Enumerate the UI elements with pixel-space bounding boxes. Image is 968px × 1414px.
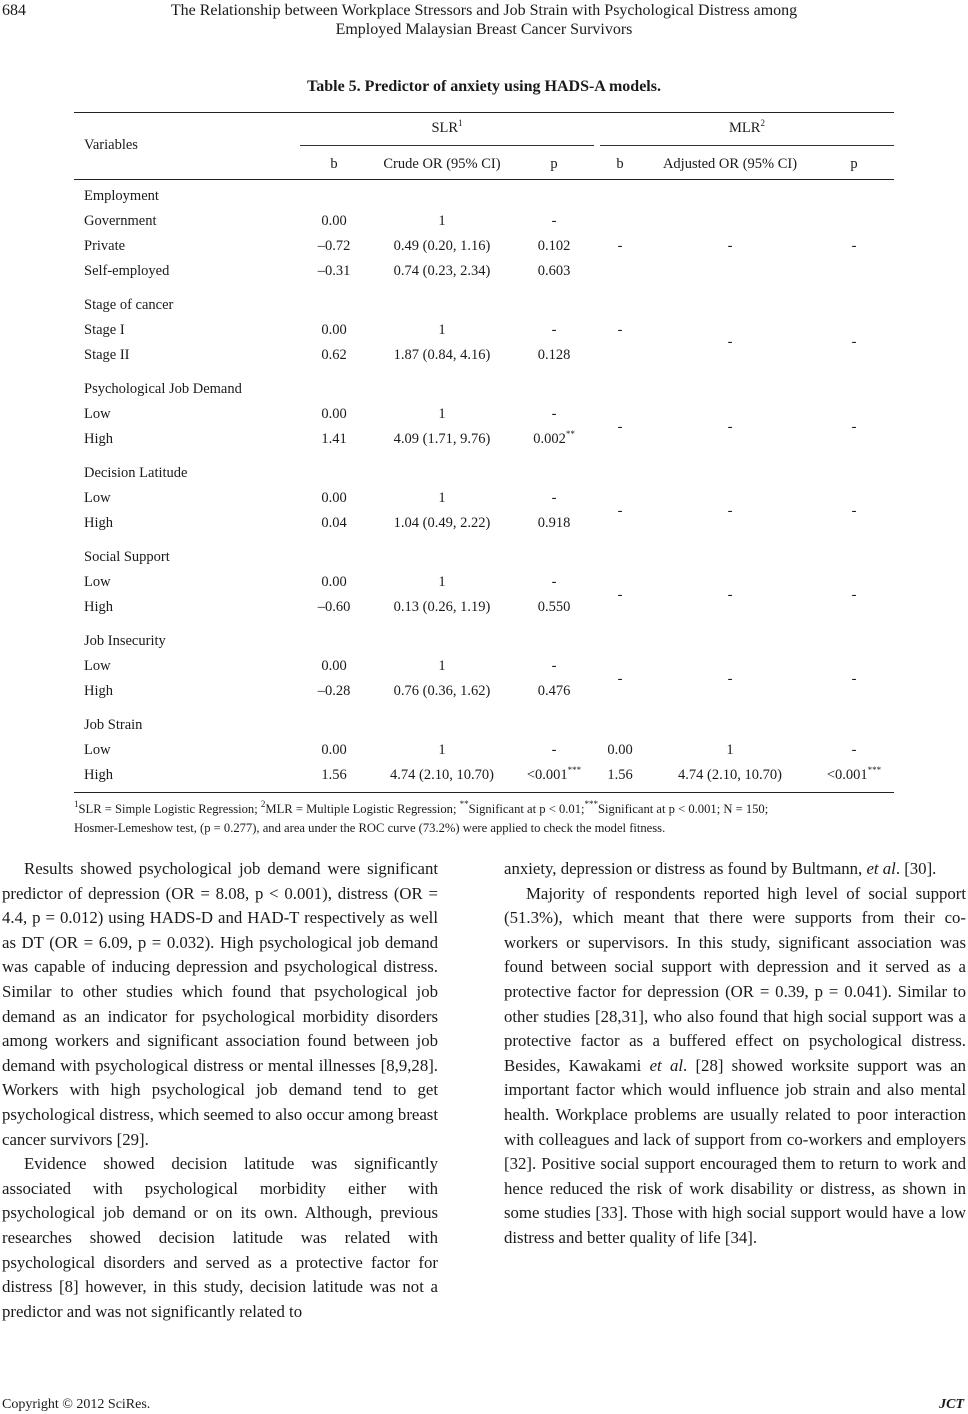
header-b-slr: b xyxy=(330,156,338,172)
cell-p: 0.918 xyxy=(537,515,571,531)
cell-or: 4.74 (2.10, 10.70) xyxy=(390,767,494,783)
page-number: 684 xyxy=(2,2,26,19)
cell-or-mlr: - xyxy=(727,587,733,603)
cell-or: 1.04 (0.49, 2.22) xyxy=(393,515,491,531)
cell-or-mlr: 1 xyxy=(726,742,734,758)
section-label: Job Strain xyxy=(84,717,143,733)
cell-p: - xyxy=(551,658,557,674)
row-label: High xyxy=(84,515,113,531)
slr-group-rule xyxy=(300,145,594,146)
cell-or: 1 xyxy=(438,213,446,229)
cell-b-mlr: 1.56 xyxy=(607,767,633,783)
body-right-column xyxy=(504,857,966,1251)
table-header-rule xyxy=(74,179,894,180)
copyright: Copyright © 2012 SciRes. xyxy=(2,1397,151,1412)
paragraph: Majority of respondents reported high level of social support (51.3%), which meant that there were supports from their co-workers or supervisors. In this study, significant association was found between social support with depression and it served as a protective factor for depression (OR = 0.39, p = 0.041). Similar to other studies [28,31], who also found that high social support was a protective factor as a buffered effect on psychological distress. Besides, Kawakami et al. [28] showed worksite support was an important factor which would influence job strain and also mental health. Workplace problems are usually related to poor interaction with colleagues and lack of support from co-workers and employers [32]. Positive social support encouraged them to return to work and hence reduced the risk of work disability or distress, as shown in some studies [33]. Those with high social support would have a low distress and better quality of life [34]. xyxy=(504,883,967,1247)
header-p-slr: p xyxy=(550,156,558,172)
cell-p-mlr: - xyxy=(851,503,857,519)
cell-b: –0.31 xyxy=(317,263,351,279)
section-label: Psychological Job Demand xyxy=(84,381,242,397)
cell-b: 0.00 xyxy=(321,322,347,338)
cell-or-mlr: - xyxy=(727,238,733,254)
table-caption: Table 5. Predictor of anxiety using HADS-A models. xyxy=(307,78,661,95)
section-label: Job Insecurity xyxy=(84,633,166,649)
row-label: Low xyxy=(84,406,111,422)
cell-b-mlr: - xyxy=(617,419,623,435)
cell-p-mlr: - xyxy=(851,587,857,603)
cell-b-mlr: - xyxy=(617,322,623,338)
header-crude-or: Crude OR (95% CI) xyxy=(383,156,501,172)
row-label: Stage II xyxy=(84,347,130,363)
row-label: High xyxy=(84,599,113,615)
header-b-mlr: b xyxy=(616,156,624,172)
cell-b-mlr: - xyxy=(617,671,623,687)
cell-or: 0.74 (0.23, 2.34) xyxy=(393,263,491,279)
cell-p: - xyxy=(551,574,557,590)
cell-p: <0.001*** xyxy=(526,765,582,783)
table-footnote xyxy=(74,800,904,838)
cell-p: 0.002** xyxy=(533,429,575,447)
header-p-mlr: p xyxy=(850,156,858,172)
cell-or: 1 xyxy=(438,574,446,590)
cell-b: 0.00 xyxy=(321,406,347,422)
row-label: Government xyxy=(84,213,157,229)
cell-p-mlr: - xyxy=(851,671,857,687)
cell-p-mlr: - xyxy=(851,238,857,254)
cell-b: –0.72 xyxy=(317,238,351,254)
row-label: Low xyxy=(84,658,111,674)
cell-or: 0.13 (0.26, 1.19) xyxy=(393,599,491,615)
cell-b: –0.60 xyxy=(317,599,351,615)
table-top-rule xyxy=(74,112,894,113)
cell-p: - xyxy=(551,322,557,338)
running-title-line2: Employed Malaysian Breast Cancer Survivors xyxy=(335,21,633,38)
paragraph: Results showed psychological job demand were significant predictor of depression (OR = 8.08, p < 0.001), distress (OR = 4.4, p = 0.012) using HADS-D and HAD-T respectively as well as DT (OR = 6.09, p = 0.032). High psychological job demand was capable of inducing depression and psychological distress. Similar to other studies which found that psychological job demand as an indicator for psychological morbidity disorders among workers and significant association found between job demand with psychological distress or mental illnesses [8,9,28]. Workers with high psychological job demand tend to get psychological distress, which seemed to also occur among breast cancer survivors [29]. xyxy=(2,859,438,1149)
row-label: High xyxy=(84,431,113,447)
cell-p: 0.102 xyxy=(537,238,571,254)
paragraph: Evidence showed decision latitude was significantly associated with psychological morbidity either with psychological job demand or on its own. Although, previous researches showed decision latitude was related with psychological disorders and served as a protective factor for distress [8] however, in this study, decision latitude was not a predictor and was not significantly related to xyxy=(2,1154,438,1321)
header-slr: SLR$^1$ xyxy=(431,118,463,136)
cell-b-mlr: 0.00 xyxy=(607,742,633,758)
header-adjusted-or: Adjusted OR (95% CI) xyxy=(662,156,798,172)
row-label: Self-employed xyxy=(84,263,170,279)
cell-b: 0.04 xyxy=(321,515,347,531)
cell-b: 0.00 xyxy=(321,742,347,758)
body-left-column xyxy=(2,857,438,1324)
cell-p: 0.128 xyxy=(537,347,571,363)
section-label: Decision Latitude xyxy=(84,465,188,481)
header-mlr: MLR$^2$ xyxy=(729,118,765,136)
cell-p: - xyxy=(551,490,557,506)
cell-p: - xyxy=(551,213,557,229)
running-title-line1: The Relationship between Workplace Stressors and Job Strain with Psychological Distress among xyxy=(170,2,798,19)
cell-p: 0.476 xyxy=(537,683,571,699)
section-label: Social Support xyxy=(84,549,170,565)
cell-p-mlr: - xyxy=(851,334,857,350)
cell-b: 0.00 xyxy=(321,574,347,590)
mlr-group-rule xyxy=(600,145,894,146)
cell-b: 0.62 xyxy=(321,347,347,363)
cell-b-mlr: - xyxy=(617,238,623,254)
cell-p: - xyxy=(551,406,557,422)
cell-or: 4.09 (1.71, 9.76) xyxy=(393,431,491,447)
cell-or: 0.49 (0.20, 1.16) xyxy=(393,238,491,254)
cell-p: 0.550 xyxy=(537,599,571,615)
footnote-line1: $^1$SLR = Simple Logistic Regression; $^2$MLR = Multiple Logistic Regression; **Significant at p < 0.01;***Significant at p < 0.001; N = 150; xyxy=(74,799,769,816)
paragraph: anxiety, depression or distress as found by Bultmann, et al. [30]. xyxy=(504,859,937,878)
row-label: High xyxy=(84,683,113,699)
cell-or: 1 xyxy=(438,490,446,506)
row-label: Stage I xyxy=(84,322,125,338)
cell-b: 0.00 xyxy=(321,213,347,229)
table-bottom-rule xyxy=(74,792,894,793)
cell-p: - xyxy=(551,742,557,758)
cell-p: 0.603 xyxy=(537,263,571,279)
section-label: Employment xyxy=(84,188,159,204)
cell-p-mlr: <0.001*** xyxy=(826,765,882,783)
cell-or: 1 xyxy=(438,742,446,758)
row-label: Low xyxy=(84,574,111,590)
cell-b-mlr: - xyxy=(617,503,623,519)
cell-b: 1.41 xyxy=(321,431,347,447)
cell-or-mlr: - xyxy=(727,334,733,350)
header-variables: Variables xyxy=(84,137,138,153)
cell-or-mlr: - xyxy=(727,503,733,519)
journal-abbrev: JCT xyxy=(939,1397,964,1412)
cell-p-mlr: - xyxy=(851,419,857,435)
cell-or-mlr: 4.74 (2.10, 10.70) xyxy=(678,767,782,783)
row-label: High xyxy=(84,767,113,783)
cell-or: 1 xyxy=(438,406,446,422)
cell-or-mlr: - xyxy=(727,419,733,435)
cell-b-mlr: - xyxy=(617,587,623,603)
cell-or: 1 xyxy=(438,322,446,338)
cell-b: 0.00 xyxy=(321,658,347,674)
cell-b: 1.56 xyxy=(321,767,347,783)
row-label: Private xyxy=(84,238,126,254)
cell-or: 1.87 (0.84, 4.16) xyxy=(393,347,491,363)
row-label: Low xyxy=(84,742,111,758)
cell-p-mlr: - xyxy=(851,742,857,758)
section-label: Stage of cancer xyxy=(84,297,174,313)
cell-b: –0.28 xyxy=(317,683,351,699)
cell-or: 1 xyxy=(438,658,446,674)
cell-or-mlr: - xyxy=(727,671,733,687)
footnote-line2: Hosmer-Lemeshow test, (p = 0.277), and area under the ROC curve (73.2%) were applied to check the model fitness. xyxy=(74,821,666,835)
cell-b: 0.00 xyxy=(321,490,347,506)
cell-or: 0.76 (0.36, 1.62) xyxy=(393,683,491,699)
row-label: Low xyxy=(84,490,111,506)
